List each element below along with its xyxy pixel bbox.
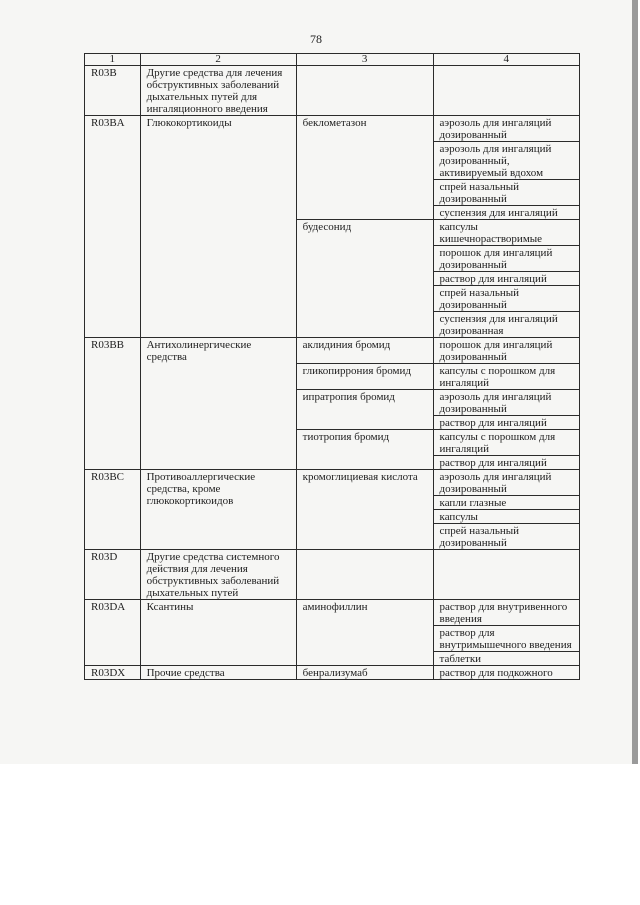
column-header: 2 — [140, 54, 296, 66]
form-cell: порошок для ингаляций дозированный — [433, 338, 579, 364]
drug-cell: аминофиллин — [296, 600, 433, 666]
column-header: 3 — [296, 54, 433, 66]
group-cell: Глюкокортикоиды — [140, 116, 296, 338]
drug-cell: кромоглициевая кислота — [296, 470, 433, 550]
atc-code-cell: R03DA — [85, 600, 141, 666]
atc-code-cell: R03BC — [85, 470, 141, 550]
form-cell: суспензия для ингаляций — [433, 206, 579, 220]
form-cell: раствор для внутримышечного введения — [433, 626, 579, 652]
atc-code-cell: R03B — [85, 66, 141, 116]
group-cell: Другие средства системного действия для лечения обструктивных заболеваний дыхательных путей — [140, 550, 296, 600]
form-cell: аэрозоль для ингаляций дозированный, активируемый вдохом — [433, 142, 579, 180]
atc-code-cell: R03BB — [85, 338, 141, 470]
form-cell: раствор для ингаляций — [433, 416, 579, 430]
page-number: 78 — [310, 32, 322, 46]
drug-cell — [296, 550, 433, 600]
form-cell: капли глазные — [433, 496, 579, 510]
table-header-row — [85, 54, 580, 66]
atc-code-cell: R03BA — [85, 116, 141, 338]
table-row — [85, 470, 580, 496]
drug-cell: беклометазон — [296, 116, 433, 220]
form-cell — [433, 66, 579, 116]
form-cell: раствор для подкожного — [433, 666, 579, 680]
table-row — [85, 116, 580, 142]
drug-cell: бенрализумаб — [296, 666, 433, 680]
group-cell: Другие средства для лечения обструктивных заболеваний дыхательных путей для ингаляционного введения — [140, 66, 296, 116]
atc-code-cell: R03DX — [85, 666, 141, 680]
form-cell: капсулы — [433, 510, 579, 524]
table-row — [85, 66, 580, 116]
form-cell: спрей назальный дозированный — [433, 524, 579, 550]
form-cell: спрей назальный дозированный — [433, 286, 579, 312]
atc-code-cell: R03D — [85, 550, 141, 600]
drug-cell: гликопиррония бромид — [296, 364, 433, 390]
form-cell: аэрозоль для ингаляций дозированный — [433, 116, 579, 142]
table-row — [85, 338, 580, 364]
drug-cell — [296, 66, 433, 116]
group-cell: Антихолинергические средства — [140, 338, 296, 470]
table-row — [85, 550, 580, 600]
form-cell: порошок для ингаляций дозированный — [433, 246, 579, 272]
group-cell: Ксантины — [140, 600, 296, 666]
form-cell: спрей назальный дозированный — [433, 180, 579, 206]
form-cell: капсулы с порошком для ингаляций — [433, 364, 579, 390]
form-cell: капсулы кишечнорастворимые — [433, 220, 579, 246]
form-cell: раствор для внутривенного введения — [433, 600, 579, 626]
group-cell: Прочие средства — [140, 666, 296, 680]
drug-table — [84, 53, 580, 680]
form-cell: раствор для ингаляций — [433, 272, 579, 286]
form-cell: аэрозоль для ингаляций дозированный — [433, 390, 579, 416]
drug-cell: аклидиния бромид — [296, 338, 433, 364]
table-row — [85, 600, 580, 626]
drug-cell: тиотропия бромид — [296, 430, 433, 470]
group-cell: Противоаллергические средства, кроме глюкокортикоидов — [140, 470, 296, 550]
column-header: 1 — [85, 54, 141, 66]
form-cell: аэрозоль для ингаляций дозированный — [433, 470, 579, 496]
column-header: 4 — [433, 54, 579, 66]
drug-cell: будесонид — [296, 220, 433, 338]
form-cell: раствор для ингаляций — [433, 456, 579, 470]
drug-cell: ипратропия бромид — [296, 390, 433, 430]
form-cell: таблетки — [433, 652, 579, 666]
form-cell: капсулы с порошком для ингаляций — [433, 430, 579, 456]
table-row — [85, 666, 580, 680]
form-cell — [433, 550, 579, 600]
form-cell: суспензия для ингаляций дозированная — [433, 312, 579, 338]
